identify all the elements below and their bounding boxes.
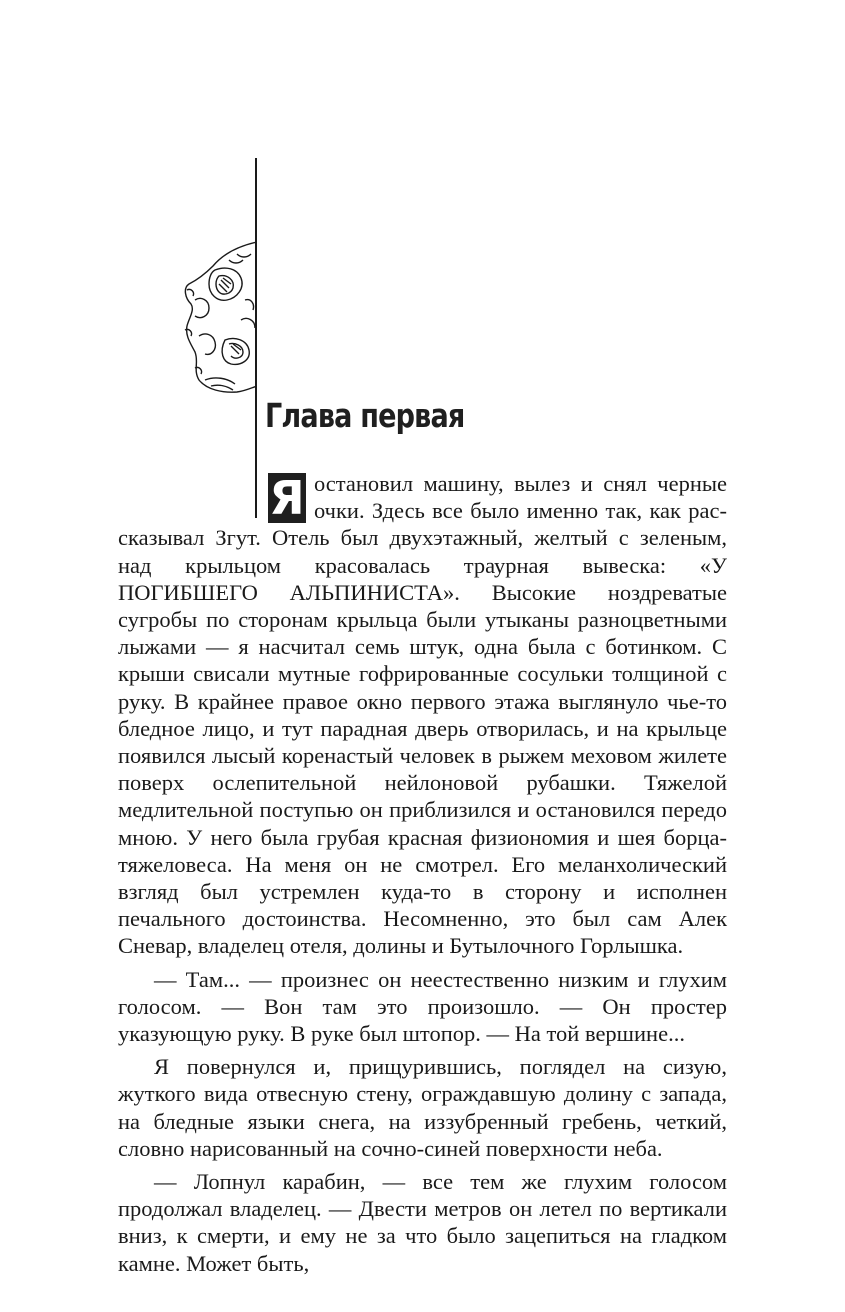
paragraph: Я повернулся и, прищурившись, поглядел на сизую, жуткого вида отвесную стену, ограждавшую долину с запада, на бледные языки снега, на иззубренный гребень, четкий, словно нарисованный на сочно-синей поверхности неба. xyxy=(118,1054,727,1161)
body-text xyxy=(118,470,727,1277)
paragraph xyxy=(118,470,727,960)
drop-cap: Я xyxy=(269,471,305,525)
rock-formation-illustration xyxy=(175,240,257,395)
paragraph: — Там... — произнес он неестественно низким и глухим голосом. — Вон там это произошло. — Он простер указующую руку. В руке был штопор. — На той вершине... xyxy=(118,966,727,1047)
paragraph: — Лопнул карабин, — все тем же глухим голосом продолжал владелец. — Двести метров он летел по вертикали вниз, к смерти, и ему не за что было зацепиться на гладком камне. Может быть, xyxy=(118,1169,727,1276)
chapter-title: Глава первая xyxy=(265,396,465,435)
paragraph-text: остановил машину, вылез и снял черные очки. Здесь все было именно так, как рассказывал Згут. Отель был двухэтажный, желтый с зеленым, над крыльцом красовалась траурная вывеска: «У ПОГИБШЕГО АЛЬПИНИСТА». Высокие ноздреватые сугробы по сторонам крыльца были утыканы разноцветными лыжами — я насчитал семь штук, одна была с ботинком. С крыши свисали мутные гофрированные сосульки толщиной с руку. В крайнее правое окно первого этажа выглянуло чье-то бледное лицо, и тут парадная дверь отворилась, и на крыльце появился лысый коренастый человек в рыжем меховом жилете поверх ослепительной нейлоновой рубашки. Тяжелой медлительной поступью он приблизился и остановился передо мною. У него была грубая красная физиономия и шея борца-тяжеловеса. На меня он не смотрел. Его меланхолический взгляд был устремлен куда-то в сторону и исполнен печального достоинства. Несомненно, это был сам Алек Сневар, владелец отеля, долины и Бутылочного Горлышка. xyxy=(118,471,727,959)
